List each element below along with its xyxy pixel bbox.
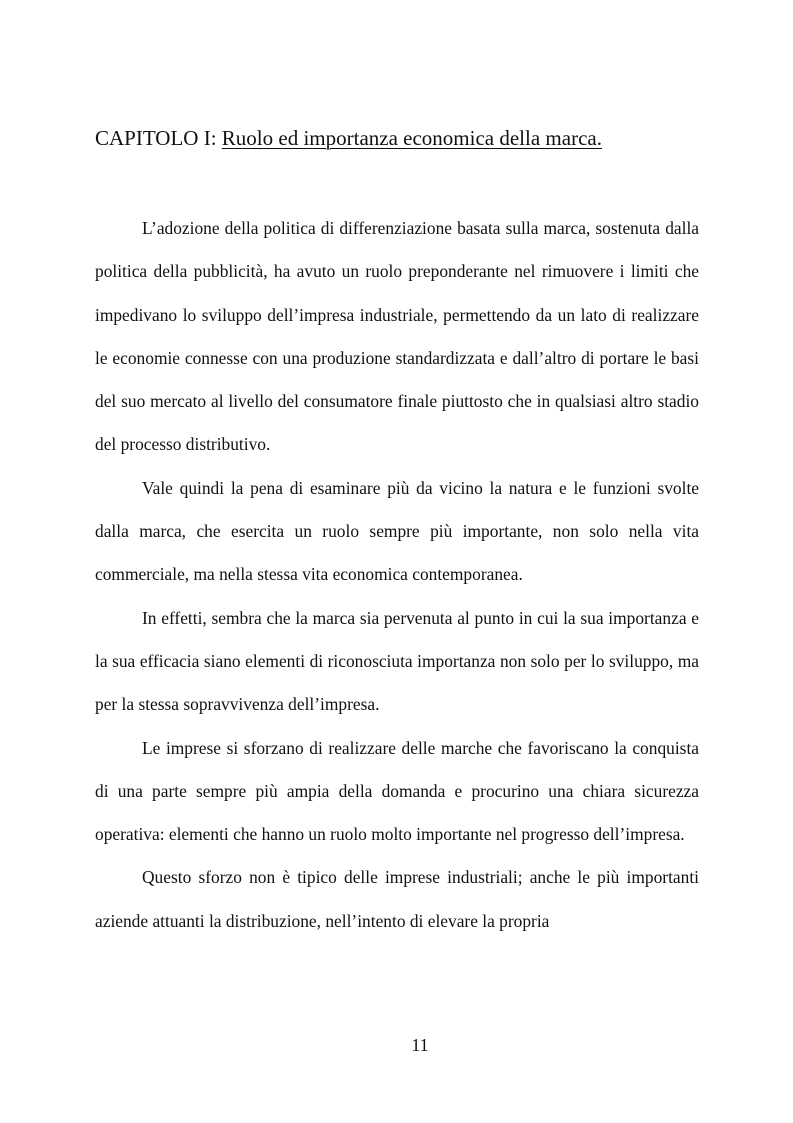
- paragraph-2: Vale quindi la pena di esaminare più da vicino la natura e le funzioni svolte dalla marca, che esercita un ruolo sempre più importante, non solo nella vita commerciale, ma nella stessa vita economica contemporanea.: [95, 477, 699, 585]
- chapter-heading: [95, 123, 715, 153]
- paragraph-3: In effetti, sembra che la marca sia pervenuta al punto in cui la sua importanza e la sua efficacia siano elementi di riconosciuta importanza non solo per lo sviluppo, ma per la stessa sopravvivenza dell’impresa.: [95, 607, 699, 715]
- chapter-title: Ruolo ed importanza economica della marca.: [221, 126, 602, 150]
- page-number: 11: [411, 1035, 429, 1055]
- paragraph-1: L’adozione della politica di differenziazione basata sulla marca, sostenuta dalla politica della pubblicità, ha avuto un ruolo preponderante nel rimuovere i limiti che impedivano lo sviluppo dell’impresa industriale, permettendo da un lato di realizzare le economie connesse con una produzione standardizzata e dall’altro di portare le basi del suo mercato al livello del consumatore finale piuttosto che in qualsiasi altro stadio del processo distributivo.: [95, 218, 699, 455]
- paragraph-4: Le imprese si sforzano di realizzare delle marche che favoriscano la conquista di una parte sempre più ampia della domanda e procurino una chiara sicurezza operativa: elementi che hanno un ruolo molto importante nel progresso dell’impresa.: [95, 737, 699, 845]
- body-text: [95, 207, 699, 943]
- paragraph-5: Questo sforzo non è tipico delle imprese industriali; anche le più importanti aziende attuanti la distribuzione, nell’intento di elevare la propria: [95, 867, 699, 931]
- chapter-label: CAPITOLO I:: [95, 126, 217, 150]
